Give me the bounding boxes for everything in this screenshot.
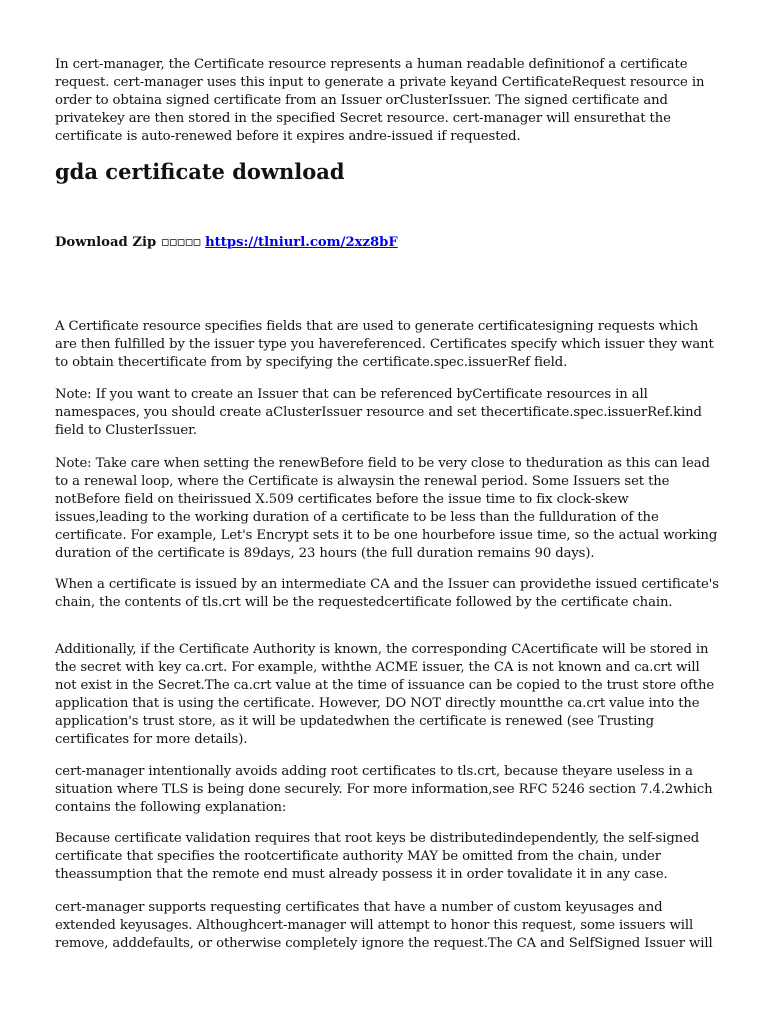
paragraph-intermediate-ca: When a certificate is issued by an intermediate CA and the Issuer can providethe issued certificate's chain, the contents of tls.crt will be the requestedcertificate followed by the certificate chain.: [55, 577, 719, 610]
paragraph-certificate-validation: Because certificate validation requires that root keys be distributedindependently, the self-signed certificate that specifies the rootcertificate authority MAY be omitted from the chain, under theassumption that the remote end must already possess it in order tovalidate it in any case.: [55, 831, 700, 882]
paragraph-certificate-resource: A Certificate resource specifies fields that are used to generate certificatesigning requests which are then fulfilled by the issuer type you havereferenced. Certificates specify which issuer they want to obtain thecertificate from by specifying the certificate.spec.issuerRef field.: [55, 319, 714, 370]
paragraph-root-certificates: cert-manager intentionally avoids adding root certificates to tls.crt, because theyare useless in a situation where TLS is being done securely. For more information,see RFC 5246 section 7.4.2which contains the following explanation:: [55, 764, 713, 815]
paragraph-note-renew-before: Note: Take care when setting the renewBefore field to be very close to theduration as this can lead to a renewal loop, where the Certificate is alwaysin the renewal period. Some Issuers set the notBefore field on theirissued X.509 certificates before the issue time to fix clock-skew issues,leading to the working duration of a certificate to be less than the fullduration of the certificate. For example, Let's Encrypt sets it to be one hourbefore issue time, so the actual working duration of the certificate is 89days, 23 hours (the full duration remains 90 days).: [55, 456, 718, 561]
paragraph-ca-known: Additionally, if the Certificate Authority is known, the corresponding CAcertificate will be stored in the secret with key ca.crt. For example, withthe ACME issuer, the CA is not known and ca.crt will not exist in the Secret.The ca.crt value at the time of issuance can be copied to the trust store ofthe application that is using the certificate. However, DO NOT directly mountthe ca.crt value into the application's trust store, as it will be updatedwhen the certificate is renewed (see Trusting certificates for more details).: [55, 642, 715, 747]
download-arrows: ▫▫▫▫▫: [160, 235, 201, 250]
download-label: Download Zip: [55, 235, 157, 250]
download-line: [55, 234, 398, 252]
paragraph-key-usages: cert-manager supports requesting certificates that have a number of custom keyusages and extended keyusages. Althoughcert-manager will attempt to honor this request, some issuers will remove, adddefaults, or otherwise completely ignore the request.The CA and SelfSigned Issuer will: [55, 900, 713, 951]
paragraph-note-issuer: Note: If you want to create an Issuer that can be referenced byCertificate resources in all namespaces, you should create aClusterIssuer resource and set thecertificate.spec.issuerRef.kind field to ClusterIssuer.: [55, 387, 702, 438]
page-title: gda certificate download: [55, 159, 345, 184]
download-link[interactable]: https://tlniurl.com/2xz8bF: [205, 235, 398, 250]
intro-paragraph: In cert-manager, the Certificate resource represents a human readable definitionof a certificate request. cert-manager uses this input to generate a private keyand CertificateRequest resource in order to obtaina signed certificate from an Issuer orClusterIssuer. The signed certificate and privatekey are then stored in the specified Secret resource. cert-manager will ensurethat the certificate is auto-renewed before it expires andre-issued if requested.: [55, 57, 705, 144]
